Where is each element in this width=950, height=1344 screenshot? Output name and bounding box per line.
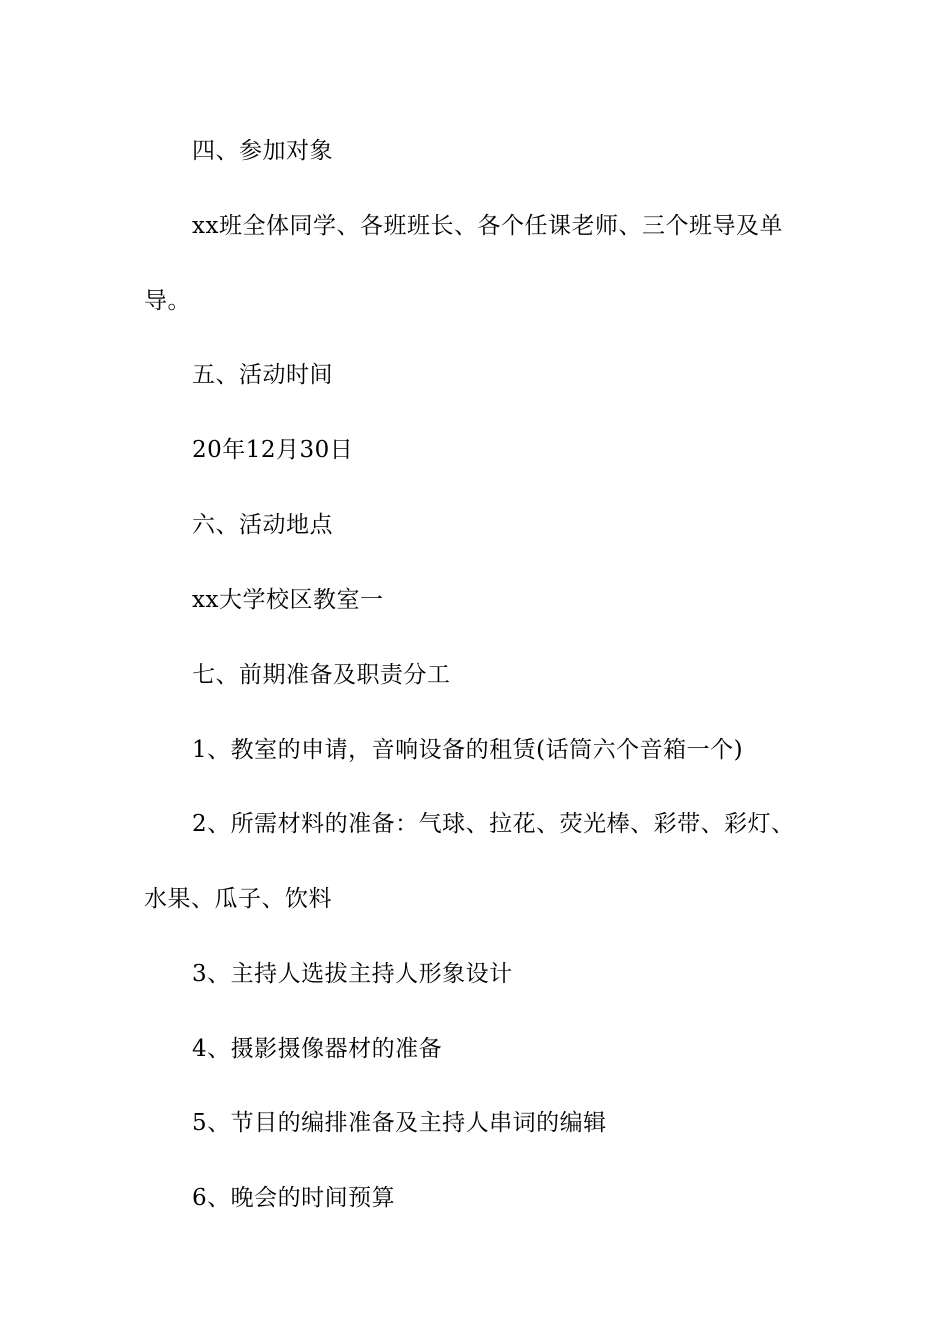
participants-text-continued: 导。	[144, 288, 191, 314]
preparation-item-5: 5、节目的编排准备及主持人串词的编辑	[192, 1110, 607, 1136]
preparation-item-3: 3、主持人选拔主持人形象设计	[192, 961, 513, 987]
preparation-item-4: 4、摄影摄像器材的准备	[192, 1036, 443, 1062]
preparation-item-2: 2、所需材料的准备：气球、拉花、荧光棒、彩带、彩灯、	[192, 811, 795, 837]
section-heading-time: 五、活动时间	[192, 362, 333, 388]
section-heading-preparation: 七、前期准备及职责分工	[192, 662, 451, 688]
preparation-item-6: 6、晚会的时间预算	[192, 1185, 396, 1211]
section-heading-location: 六、活动地点	[192, 512, 333, 538]
section-heading-participants: 四、参加对象	[192, 138, 333, 164]
participants-text: xx班全体同学、各班班长、各个任课老师、三个班导及单	[192, 213, 783, 239]
preparation-item-2-continued: 水果、瓜子、饮料	[144, 886, 332, 912]
preparation-item-1: 1、教室的申请，音响设备的租赁(话筒六个音箱一个)	[192, 737, 744, 763]
activity-date: 20年12月30日	[192, 437, 354, 463]
activity-location: xx大学校区教室一	[192, 587, 384, 613]
